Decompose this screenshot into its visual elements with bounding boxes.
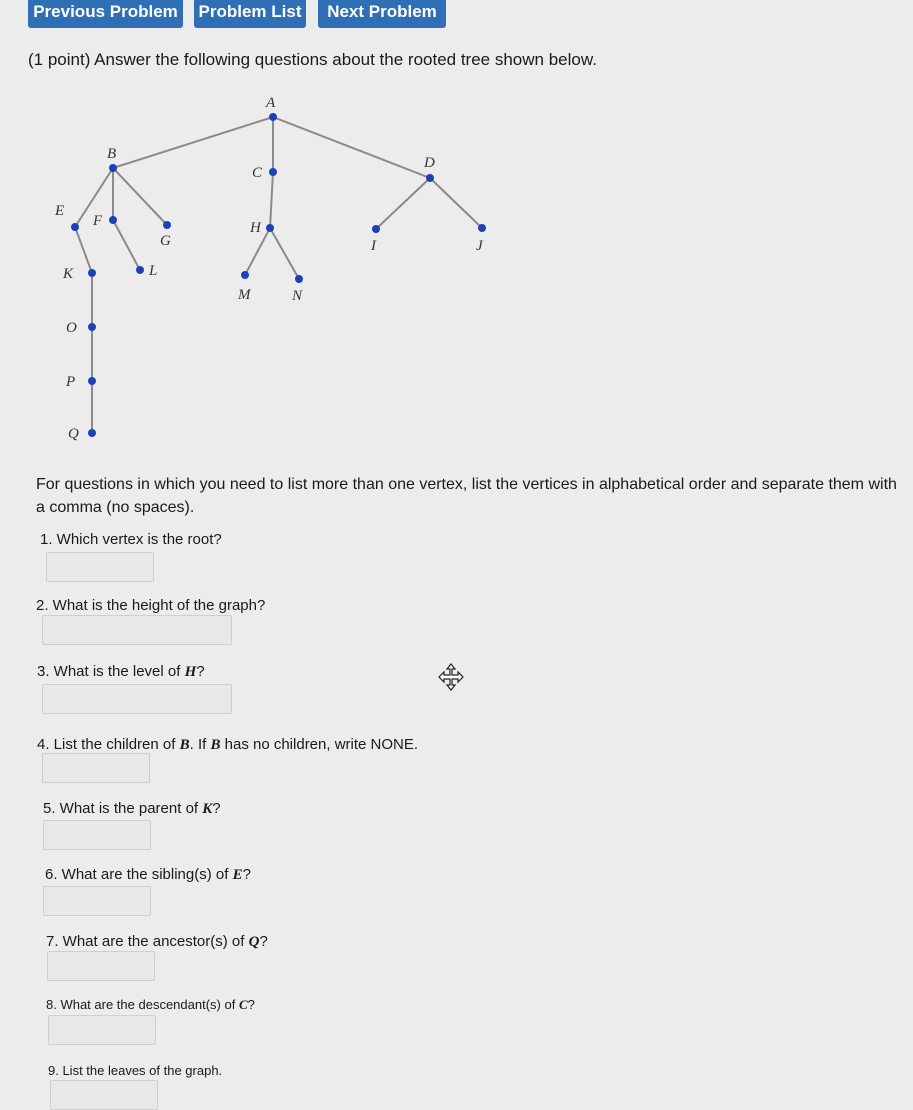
question-6-post: ?: [242, 866, 251, 883]
question-7-text: 7. What are the ancestor(s) of: [46, 933, 249, 950]
tree-edge: [270, 172, 273, 228]
question-1-text: 1. Which vertex is the root?: [40, 531, 222, 548]
question-8-post: ?: [247, 997, 255, 1012]
vertex-l: [136, 266, 144, 274]
vertex-label-a: A: [266, 95, 276, 111]
vertex-label-m: M: [238, 287, 251, 303]
vertex-label-l: L: [149, 263, 158, 279]
answer-6-input[interactable]: [43, 886, 151, 916]
move-cursor-icon: [436, 662, 466, 692]
question-6-text: 6. What are the sibling(s) of: [45, 866, 233, 883]
next-problem-button[interactable]: Next Problem: [318, 0, 446, 28]
vertex-o: [88, 323, 96, 331]
answer-7-input[interactable]: [47, 951, 155, 981]
tree-edge: [113, 220, 140, 270]
vertex-b: [109, 164, 117, 172]
tree-edge: [376, 178, 430, 229]
vertex-label-f: F: [93, 213, 103, 229]
vertex-label-c: C: [252, 165, 263, 181]
answer-4-input[interactable]: [42, 753, 150, 783]
vertex-h: [266, 224, 274, 232]
question-7-var: Q: [248, 934, 260, 950]
question-3-post: ?: [196, 663, 205, 680]
vertex-q: [88, 429, 96, 437]
question-7: [46, 933, 268, 951]
question-4-var: B: [179, 737, 190, 753]
vertex-c: [269, 168, 277, 176]
tree-edge: [113, 117, 273, 168]
question-2-text: 2. What is the height of the graph?: [36, 597, 266, 614]
vertex-g: [163, 221, 171, 229]
vertex-label-k: K: [63, 266, 74, 282]
vertex-d: [426, 174, 434, 182]
question-4: [37, 736, 418, 754]
tree-edge: [113, 168, 167, 225]
tree-edge: [75, 227, 92, 273]
question-3-text: 3. What is the level of: [37, 663, 185, 680]
vertex-p: [88, 377, 96, 385]
tree-edge: [273, 117, 430, 178]
vertex-e: [71, 223, 79, 231]
problem-list-button[interactable]: Problem List: [194, 0, 306, 28]
vertex-label-h: H: [250, 220, 261, 236]
question-5-text: 5. What is the parent of: [43, 800, 203, 817]
instructions-text: For questions in which you need to list more than one vertex, list the vertices in alphabetical order and separate them with a comma (no spaces).: [36, 476, 897, 516]
question-3-var: H: [184, 664, 197, 680]
answer-3-input[interactable]: [42, 684, 232, 714]
vertex-label-n: N: [292, 288, 303, 304]
answer-5-input[interactable]: [43, 820, 151, 850]
answer-2-input[interactable]: [42, 615, 232, 645]
question-8-text: 8. What are the descendant(s) of: [46, 997, 239, 1012]
question-5: [43, 800, 221, 818]
previous-problem-button[interactable]: Previous Problem: [28, 0, 183, 28]
tree-edge: [270, 228, 299, 279]
vertex-label-p: P: [66, 374, 76, 390]
vertex-k: [88, 269, 96, 277]
question-4-var2: B: [210, 737, 221, 753]
vertex-label-e: E: [55, 203, 65, 219]
vertex-label-o: O: [66, 320, 77, 336]
vertex-f: [109, 216, 117, 224]
question-2: [36, 597, 265, 614]
question-3: [37, 663, 205, 681]
vertex-i: [372, 225, 380, 233]
question-8-var: C: [238, 997, 248, 1012]
question-8: [46, 997, 255, 1013]
vertex-m: [241, 271, 249, 279]
question-9-text: 9. List the leaves of the graph.: [48, 1063, 223, 1078]
question-1: [40, 531, 222, 548]
vertex-j: [478, 224, 486, 232]
problem-prompt: (1 point) Answer the following questions about the rooted tree shown below.: [28, 50, 597, 69]
rooted-tree-figure: [0, 0, 913, 470]
question-9: [48, 1063, 222, 1078]
answer-8-input[interactable]: [48, 1015, 156, 1045]
vertex-label-d: D: [424, 155, 435, 171]
tree-edge: [430, 178, 482, 228]
question-5-post: ?: [212, 800, 221, 817]
answer-9-input[interactable]: [50, 1080, 158, 1110]
vertex-label-j: J: [476, 238, 483, 254]
vertex-label-g: G: [160, 233, 171, 249]
question-7-post: ?: [259, 933, 268, 950]
question-6-var: E: [232, 867, 243, 883]
question-4-text: 4. List the children of: [37, 736, 180, 753]
question-5-var: K: [202, 801, 213, 817]
question-6: [45, 866, 251, 884]
vertex-a: [269, 113, 277, 121]
question-4-post: has no children, write NONE.: [220, 736, 419, 753]
vertex-label-q: Q: [68, 426, 79, 442]
question-4-mid: . If: [189, 736, 211, 753]
vertex-label-i: I: [371, 238, 376, 254]
vertex-label-b: B: [107, 146, 117, 162]
vertex-n: [295, 275, 303, 283]
answer-1-input[interactable]: [46, 552, 154, 582]
